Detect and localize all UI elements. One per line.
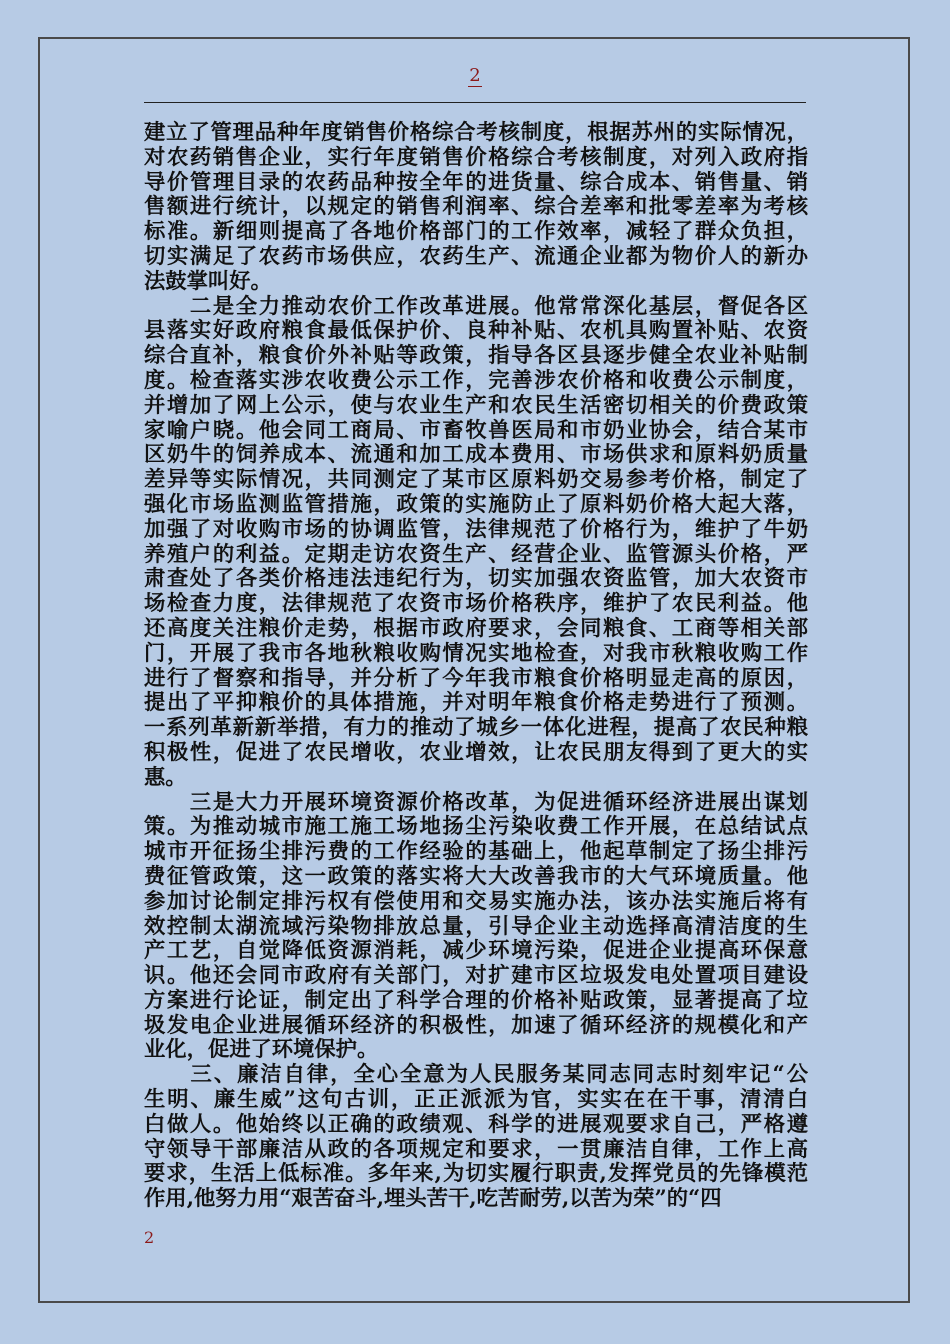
body-line: 还高度关注粮价走势，根据市政府要求，会同粮食、工商等相关部 bbox=[144, 615, 808, 641]
body-line: 售额进行统计，以规定的销售利润率、综合差率和批零差率为考核 bbox=[144, 194, 808, 220]
body-line: 效控制太湖流域污染物排放总量，引导企业主动选择高清洁度的生 bbox=[144, 913, 808, 939]
body-line: 三是大力开展环境资源价格改革，为促进循环经济进展出谋划 bbox=[144, 789, 808, 815]
body-line: 二是全力推动农价工作改革进展。他常常深化基层，督促各区 bbox=[144, 293, 808, 319]
body-line: 县落实好政府粮食最低保护价、良种补贴、农机具购置补贴、农资 bbox=[144, 318, 808, 344]
body-line: 区奶牛的饲养成本、流通和加工成本费用、市场供求和原料奶质量 bbox=[144, 442, 808, 468]
body-line: 标准。新细则提高了各地价格部门的工作效率，减轻了群众负担， bbox=[144, 219, 808, 245]
footer-page-number: 2 bbox=[144, 1228, 155, 1247]
body-line: 切实满足了农药市场供应，农药生产、流通企业都为物价人的新办 bbox=[144, 243, 808, 269]
body-line: 费征管政策，这一政策的落实将大大改善我市的大气环境质量。他 bbox=[144, 863, 808, 889]
body-line: 并增加了网上公示，使与农业生产和农民生活密切相关的价费政策 bbox=[144, 392, 808, 418]
body-line: 综合直补，粮食价外补贴等政策，指导各区县逐步健全农业补贴制 bbox=[144, 343, 808, 369]
body-line: 肃查处了各类价格违法违纪行为，切实加强农资监管，加大农资市 bbox=[144, 566, 808, 592]
body-line: 生明、廉生威”这句古训，正正派派为官，实实在在干事，清清白 bbox=[144, 1087, 808, 1113]
body-line: 积极性，促进了农民增收，农业增效，让农民朋友得到了更大的实 bbox=[144, 739, 808, 765]
body-line: 差异等实际情况，共同测定了某市区原料奶交易参考价格，制定了 bbox=[144, 467, 808, 493]
body-line: 导价管理目录的农药品种按全年的进货量、综合成本、销售量、销 bbox=[144, 169, 808, 195]
body-line: 加强了对收购市场的协调监管，法律规范了价格行为，维护了牛奶 bbox=[144, 516, 808, 542]
body-line: 惠。 bbox=[144, 764, 187, 790]
body-line: 强化市场监测监管措施，政策的实施防止了原料奶价格大起大落， bbox=[144, 491, 808, 517]
body-line: 城市开征扬尘排污费的工作经验的基础上，他起草制定了扬尘排污 bbox=[144, 839, 808, 865]
header-page-number-text: 2 bbox=[469, 65, 481, 86]
body-line: 提出了平抑粮价的具体措施，并对明年粮食价格走势进行了预测。 bbox=[144, 690, 808, 716]
body-line: 门，开展了我市各地秋粮收购情况实地检查，对我市秋粮收购工作 bbox=[144, 640, 808, 666]
body-line: 建立了管理品种年度销售价格综合考核制度，根据苏州的实际情况， bbox=[144, 120, 808, 145]
body-line: 圾发电企业进展循环经济的积极性，加速了循环经济的规模化和产 bbox=[144, 1012, 808, 1038]
body-line: 要求，生活上低标准。多年来,为切实履行职责,发挥党员的先锋模范 bbox=[144, 1161, 808, 1187]
body-line: 一系列革新新举措，有力的推动了城乡一体化进程，提高了农民种粮 bbox=[144, 715, 808, 741]
body-line: 家喻户晓。他会同工商局、市畜牧兽医局和市奶业协会，结合某市 bbox=[144, 417, 808, 443]
body-line: 对农药销售企业，实行年度销售价格综合考核制度，对列入政府指 bbox=[144, 144, 808, 170]
body-line: 养殖户的利益。定期走访农资生产、经营企业、监管源头价格，严 bbox=[144, 541, 808, 567]
body-line: 方案进行论证，制定出了科学合理的价格补贴政策，显著提高了垃 bbox=[144, 987, 808, 1013]
body-line: 策。为推动城市施工施工场地扬尘污染收费工作开展，在总结试点 bbox=[144, 814, 808, 840]
body-line: 度。检查落实涉农收费公示工作，完善涉农价格和收费公示制度， bbox=[144, 367, 808, 393]
header-rule bbox=[144, 102, 806, 103]
body-line: 进行了督察和指导，并分析了今年我市粮食价格明显走高的原因， bbox=[144, 665, 808, 691]
body-line: 守领导干部廉洁从政的各项规定和要求，一贯廉洁自律，工作上高 bbox=[144, 1136, 808, 1162]
body-line: 参加讨论制定排污权有偿使用和交易实施办法，该办法实施后将有 bbox=[144, 888, 808, 914]
document-body bbox=[144, 121, 808, 1212]
body-line: 产工艺，自觉降低资源消耗，减少环境污染，促进企业提高环保意 bbox=[144, 938, 808, 964]
body-line: 识。他还会同市政府有关部门，对扩建市区垃圾发电处置项目建设 bbox=[144, 963, 808, 989]
body-line: 法鼓掌叫好。 bbox=[144, 268, 272, 294]
header-page-number bbox=[0, 66, 950, 86]
body-line: 场检查力度，法律规范了农资市场价格秩序，维护了农民利益。他 bbox=[144, 591, 808, 617]
body-line: 作用,他努力用“艰苦奋斗,埋头苦干,吃苦耐劳,以苦为荣”的“四 bbox=[144, 1186, 722, 1212]
body-line: 三、廉洁自律，全心全意为人民服务某同志同志时刻牢记“公 bbox=[144, 1062, 808, 1088]
body-line: 白做人。他始终以正确的政绩观、科学的进展观要求自己，严格遵 bbox=[144, 1111, 808, 1137]
body-line: 业化，促进了环境保护。 bbox=[144, 1037, 379, 1063]
